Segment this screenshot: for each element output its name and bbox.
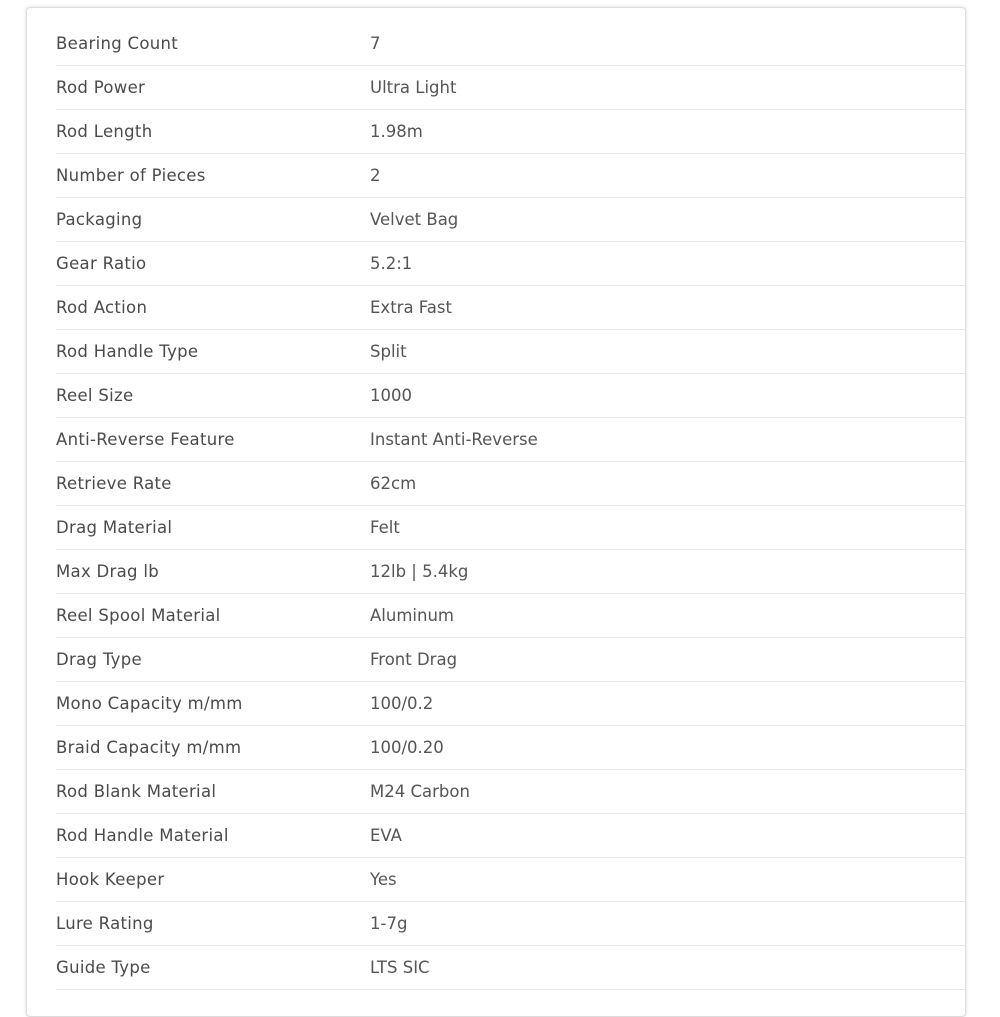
spec-value: 1000 [370, 386, 412, 405]
spec-row-rod-handle-type [56, 330, 966, 374]
spec-value: Split [370, 342, 407, 361]
spec-label: Guide Type [56, 958, 151, 977]
spec-row-guide-type [56, 946, 966, 990]
spec-value: Felt [370, 518, 400, 537]
spec-label: Hook Keeper [56, 870, 165, 889]
spec-value: LTS SIC [370, 958, 430, 977]
spec-label: Max Drag lb [56, 562, 160, 581]
spec-label: Rod Blank Material [56, 782, 217, 801]
spec-row-rod-action [56, 286, 966, 330]
spec-label: Rod Handle Material [56, 826, 229, 845]
spec-value: Yes [370, 870, 397, 889]
spec-value: 1-7g [370, 914, 408, 933]
spec-value: 5.2:1 [370, 254, 413, 273]
specifications-card [26, 7, 966, 1017]
spec-row-hook-keeper [56, 858, 966, 902]
spec-row-gear-ratio [56, 242, 966, 286]
spec-row-drag-material [56, 506, 966, 550]
spec-label: Bearing Count [56, 34, 179, 53]
spec-value: Extra Fast [370, 298, 452, 317]
spec-row-rod-length [56, 110, 966, 154]
spec-label: Braid Capacity m/mm [56, 738, 242, 757]
spec-value: Aluminum [370, 606, 454, 625]
spec-value: 7 [370, 34, 381, 53]
specifications-table [56, 22, 966, 990]
spec-value: 100/0.2 [370, 694, 434, 713]
spec-value: Instant Anti-Reverse [370, 430, 538, 449]
spec-row-reel-spool-material [56, 594, 966, 638]
spec-row-braid-capacity [56, 726, 966, 770]
spec-label: Anti-Reverse Feature [56, 430, 235, 449]
spec-label: Reel Size [56, 386, 134, 405]
spec-value: Velvet Bag [370, 210, 459, 229]
spec-row-reel-size [56, 374, 966, 418]
spec-label: Gear Ratio [56, 254, 147, 273]
spec-value: EVA [370, 826, 402, 845]
spec-label: Rod Handle Type [56, 342, 199, 361]
spec-row-anti-reverse-feature [56, 418, 966, 462]
spec-value: Ultra Light [370, 78, 457, 97]
spec-label: Retrieve Rate [56, 474, 172, 493]
spec-row-max-drag [56, 550, 966, 594]
spec-row-rod-power [56, 66, 966, 110]
spec-row-rod-blank-material [56, 770, 966, 814]
spec-value: 100/0.20 [370, 738, 444, 757]
spec-label: Rod Action [56, 298, 148, 317]
spec-value: 1.98m [370, 122, 423, 141]
spec-value: Front Drag [370, 650, 458, 669]
spec-label: Rod Power [56, 78, 146, 97]
spec-row-packaging [56, 198, 966, 242]
spec-label: Drag Material [56, 518, 173, 537]
spec-row-rod-handle-material [56, 814, 966, 858]
spec-label: Rod Length [56, 122, 153, 141]
spec-value: 12lb | 5.4kg [370, 562, 469, 581]
spec-row-drag-type [56, 638, 966, 682]
spec-value: M24 Carbon [370, 782, 470, 801]
spec-row-number-of-pieces [56, 154, 966, 198]
spec-label: Mono Capacity m/mm [56, 694, 243, 713]
spec-label: Number of Pieces [56, 166, 206, 185]
spec-label: Drag Type [56, 650, 142, 669]
spec-value: 2 [370, 166, 381, 185]
spec-row-mono-capacity [56, 682, 966, 726]
spec-label: Reel Spool Material [56, 606, 221, 625]
spec-value: 62cm [370, 474, 417, 493]
spec-row-lure-rating [56, 902, 966, 946]
spec-label: Packaging [56, 210, 143, 229]
spec-row-bearing-count [56, 22, 966, 66]
spec-label: Lure Rating [56, 914, 154, 933]
spec-row-retrieve-rate [56, 462, 966, 506]
